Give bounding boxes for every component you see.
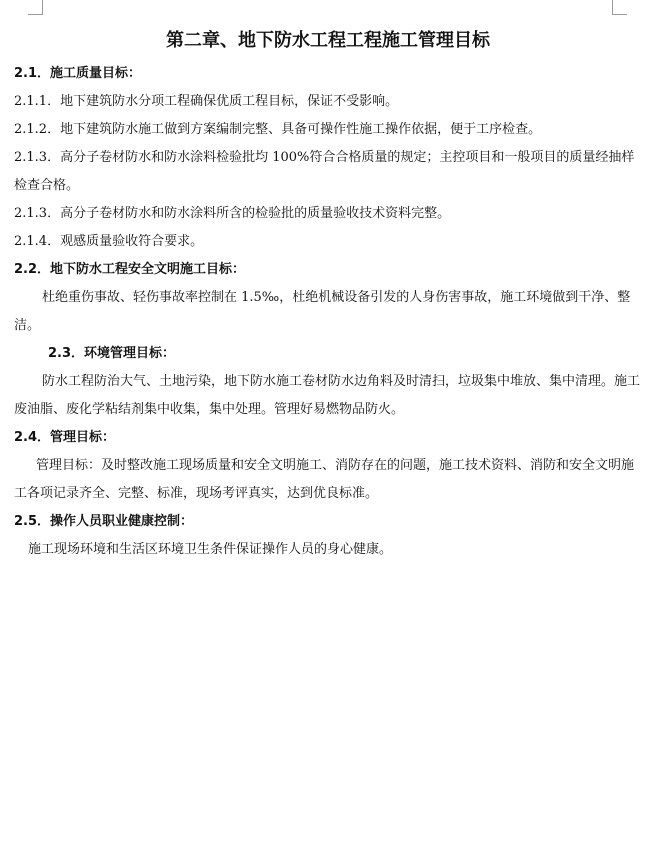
section-heading-2-3: 2.3．环境管理目标： — [48, 346, 176, 361]
section-heading-2-5: 2.5．操作人员职业健康控制： — [14, 514, 194, 529]
page-corner-mark-top-left — [28, 0, 43, 15]
section-body-2-4: 管理目标：及时整改施工现场质量和安全文明施工、消防存在的问题，施工技术资料、消防和安全文明施工各项记录齐全、完整、标准，现场考评真实，达到优良标准。 — [14, 458, 635, 501]
document-page — [14, 26, 642, 564]
section-heading-2-2: 2.2．地下防水工程安全文明施工目标： — [14, 262, 246, 277]
quality-item-2-1-1: 2.1.1．地下建筑防水分项工程确保优质工程目标，保证不受影响。 — [14, 94, 399, 109]
section-body-2-3: 防水工程防治大气、土地污染，地下防水施工卷材防水边角料及时清扫，垃圾集中堆放、集中清理。施工废油脂、废化学粘结剂集中收集，集中处理。管理好易燃物品防火。 — [14, 374, 641, 417]
quality-item-2-1-3a: 2.1.3．高分子卷材防水和防水涂料检验批均 100%符合合格质量的规定；主控项目和一般项目的质量经抽样检查合格。 — [14, 150, 635, 193]
quality-item-2-1-3b: 2.1.3．高分子卷材防水和防水涂料所含的检验批的质量验收技术资料完整。 — [14, 206, 451, 221]
document-title: 第二章、地下防水工程工程施工管理目标 — [166, 30, 490, 51]
section-body-2-2: 杜绝重伤事故、轻伤事故率控制在 1.5‰，杜绝机械设备引发的人身伤害事故，施工环境做到干净、整洁。 — [14, 290, 631, 333]
page-corner-mark-top-right — [612, 0, 627, 15]
quality-item-2-1-2: 2.1.2．地下建筑防水施工做到方案编制完整、具备可操作性施工操作依据，便于工序检查。 — [14, 122, 542, 137]
quality-item-2-1-4: 2.1.4．观感质量验收符合要求。 — [14, 234, 204, 249]
section-body-2-5: 施工现场环境和生活区环境卫生条件保证操作人员的身心健康。 — [28, 542, 393, 557]
section-heading-2-4: 2.4．管理目标： — [14, 430, 116, 445]
section-heading-2-1: 2.1．施工质量目标： — [14, 66, 142, 81]
